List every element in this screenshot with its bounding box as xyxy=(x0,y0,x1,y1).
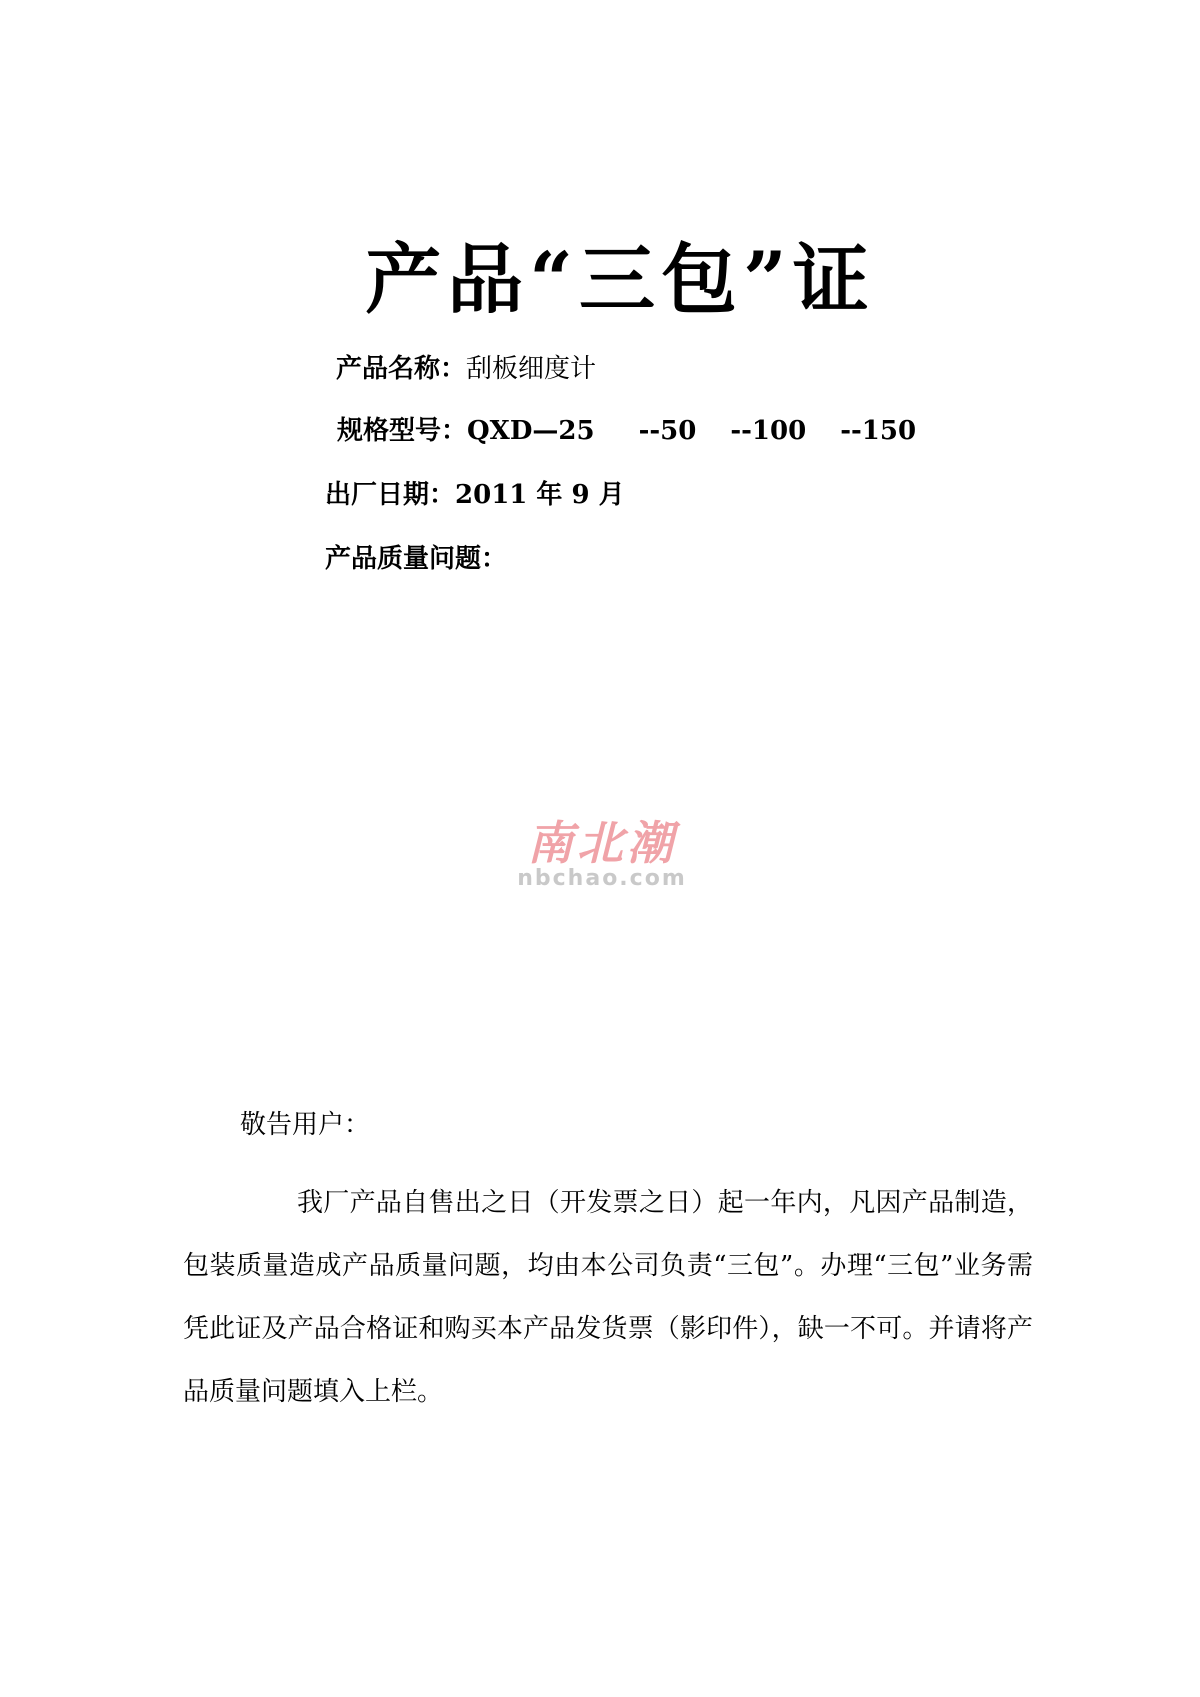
product-name-label: 产品名称： xyxy=(336,354,467,384)
spec-model-value: QXD—25 xyxy=(467,416,595,446)
spec-model-value: --100 xyxy=(730,416,807,446)
spec-model-label: 规格型号： xyxy=(337,416,468,446)
watermark-chinese-text: 南北潮 xyxy=(527,816,677,870)
manufacture-date-field xyxy=(325,482,625,508)
document-title: 产品“三包”证 xyxy=(365,235,875,324)
notice-greeting: 敬告用户： xyxy=(240,1110,371,1140)
watermark-url-text: nbchao.com xyxy=(517,866,687,891)
manufacture-date-value: 2011 年 9 月 xyxy=(455,480,625,510)
product-name-value: 刮板细度计 xyxy=(466,354,597,384)
product-name-field xyxy=(336,356,596,382)
quality-issue-field xyxy=(325,546,507,572)
watermark-logo xyxy=(517,816,687,891)
spec-model-value: --50 xyxy=(638,416,697,446)
manufacture-date-label: 出厂日期： xyxy=(325,480,456,510)
notice-body: 我厂产品自售出之日（开发票之日）起一年内，凡因产品制造，包装质量造成产品质量问题，均由本公司负责“三包”。办理“三包”业务需凭此证及产品合格证和购买本产品发货票（影印件），缺一不可。并请将产品质量问题填入上栏。 xyxy=(183,1188,1033,1407)
spec-model-value: --150 xyxy=(840,416,917,446)
spec-model-field xyxy=(337,418,916,444)
quality-issue-label: 产品质量问题： xyxy=(325,544,508,574)
